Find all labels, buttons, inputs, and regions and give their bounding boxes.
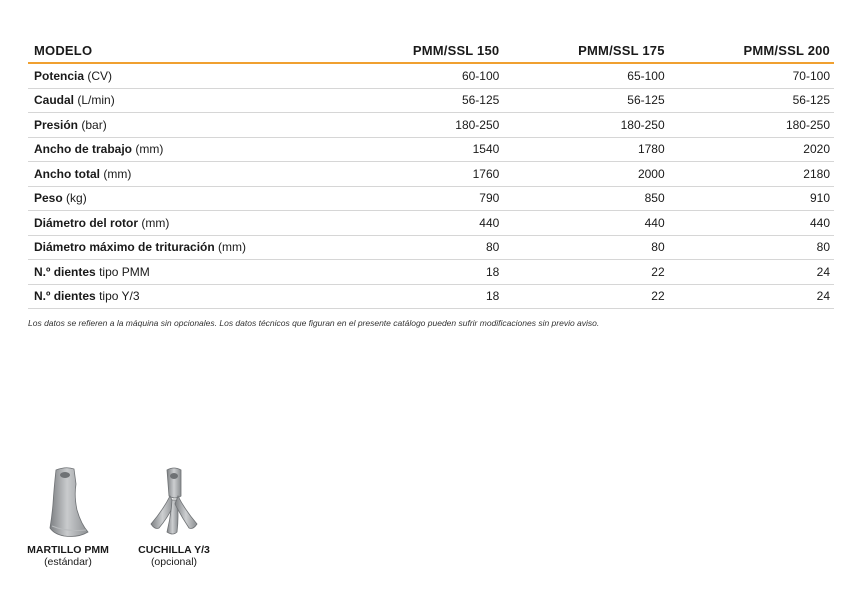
spec-table	[28, 38, 834, 309]
cell-value: 180-250	[669, 113, 834, 138]
row-label: Diámetro máximo de trituración (mm)	[28, 235, 338, 260]
cell-value: 440	[503, 211, 668, 236]
tool-name: MARTILLO PMM	[27, 544, 109, 556]
row-label: Presión (bar)	[28, 113, 338, 138]
table-row	[28, 260, 834, 285]
tool-cuchilla-y3	[124, 466, 224, 568]
cell-value: 80	[338, 235, 503, 260]
cell-value: 56-125	[669, 88, 834, 113]
row-label: N.º dientes tipo PMM	[28, 260, 338, 285]
cell-value: 22	[503, 284, 668, 309]
row-label: Caudal (L/min)	[28, 88, 338, 113]
cell-value: 1780	[503, 137, 668, 162]
table-row	[28, 162, 834, 187]
row-label: Ancho de trabajo (mm)	[28, 137, 338, 162]
cell-value: 180-250	[503, 113, 668, 138]
table-row	[28, 235, 834, 260]
cell-value: 80	[669, 235, 834, 260]
cell-value: 24	[669, 260, 834, 285]
tool-type: (estándar)	[44, 556, 92, 568]
cell-value: 850	[503, 186, 668, 211]
cell-value: 18	[338, 260, 503, 285]
tool-name: CUCHILLA Y/3	[138, 544, 210, 556]
header-pmm-200: PMM/SSL 200	[669, 38, 834, 63]
table-row	[28, 63, 834, 88]
table-row	[28, 113, 834, 138]
table-header-row	[28, 38, 834, 63]
row-label: Potencia (CV)	[28, 63, 338, 88]
row-label: Peso (kg)	[28, 186, 338, 211]
cell-value: 65-100	[503, 63, 668, 88]
cell-value: 70-100	[669, 63, 834, 88]
header-pmm-175: PMM/SSL 175	[503, 38, 668, 63]
hammer-blade-icon	[38, 466, 98, 540]
cell-value: 18	[338, 284, 503, 309]
header-model: MODELO	[28, 38, 338, 63]
cell-value: 56-125	[338, 88, 503, 113]
cell-value: 2020	[669, 137, 834, 162]
table-row	[28, 211, 834, 236]
cell-value: 1760	[338, 162, 503, 187]
cell-value: 22	[503, 260, 668, 285]
header-pmm-150: PMM/SSL 150	[338, 38, 503, 63]
cell-value: 80	[503, 235, 668, 260]
y-blade-icon	[141, 466, 207, 540]
cell-value: 2180	[669, 162, 834, 187]
row-label: N.º dientes tipo Y/3	[28, 284, 338, 309]
cell-value: 56-125	[503, 88, 668, 113]
cell-value: 60-100	[338, 63, 503, 88]
cell-value: 440	[338, 211, 503, 236]
table-row	[28, 137, 834, 162]
tool-martillo-pmm	[18, 466, 118, 568]
row-label: Ancho total (mm)	[28, 162, 338, 187]
cell-value: 790	[338, 186, 503, 211]
cell-value: 1540	[338, 137, 503, 162]
cell-value: 24	[669, 284, 834, 309]
cell-value: 180-250	[338, 113, 503, 138]
cell-value: 2000	[503, 162, 668, 187]
table-row	[28, 186, 834, 211]
table-row	[28, 284, 834, 309]
row-label: Diámetro del rotor (mm)	[28, 211, 338, 236]
cell-value: 910	[669, 186, 834, 211]
cell-value: 440	[669, 211, 834, 236]
table-row	[28, 88, 834, 113]
footnote: Los datos se refieren a la máquina sin opcionales. Los datos técnicos que figuran en el presente catálogo pueden sufrir modificaciones sin previo aviso.	[28, 318, 600, 328]
tool-type: (opcional)	[150, 556, 198, 568]
